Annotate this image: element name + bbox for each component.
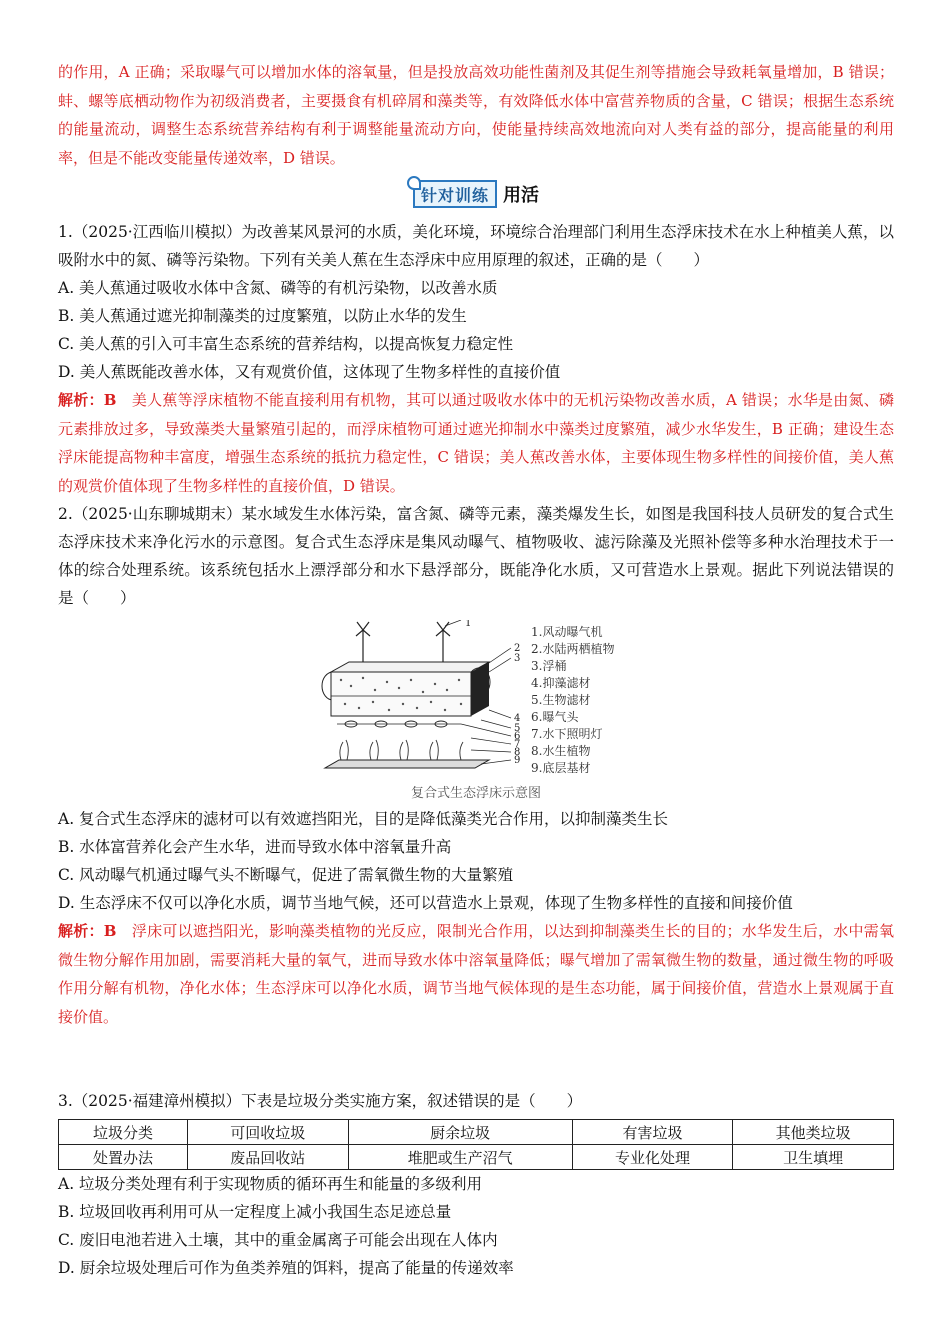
callout-6: 6 [514,731,521,742]
legend-item-8: 8.水生植物 [531,744,591,758]
q1-analysis-text: 美人蕉等浮床植物不能直接利用有机物，其可以通过吸收水体中的无机污染物改善水质，A 错误；水华是由氮、磷元素排放过多，导致藻类大量繁殖引起的，而浮床植物可通过遮光抑制水中藻类过度繁殖，减少水华发生，B 正确；建设生态浮床能提高物种丰富度，增强生态系统的抵抗力稳定性，C 错误；美人蕉改善水体，主要体现生物多样性的间接价值，美人蕉的观赏价值体现了生物多样性的直接价值，D 错误。 [58,391,894,495]
q2-option-a: A. 复合式生态浮床的滤材可以有效遮挡阳光，目的是降低藻类光合作用，以抑制藻类生长 [58,810,669,828]
table-cell: 可回收垃圾 [187,1120,348,1145]
table-cell: 专业化处理 [572,1145,733,1170]
table-header-row [59,1120,894,1145]
q1-option-b: B. 美人蕉通过遮光抑制藻类的过度繁殖，以防止水华的发生 [58,307,467,325]
page [58,58,894,1282]
q2-option-d: D. 生态浮床不仅可以净化水质，调节当地气候，还可以营造水上景观，体现了生物多样性的直接和间接价值 [58,894,793,912]
floating-bed-figure [58,620,894,780]
figure-caption: 复合式生态浮床示意图 [410,786,541,801]
banner-label: 用活 [503,185,539,206]
table-row [59,1145,894,1170]
legend-item-3: 3.浮桶 [531,659,567,673]
q2-stem: 2.（2025·山东聊城期末）某水域发生水体污染，富含氮、磷等元素，藻类爆发生长，如图是我国科技人员研发的复合式生态浮床技术来净化污水的示意图。复合式生态浮床是集风动曝气、植物吸收、滤污除藻及光照补偿等多种水治理技术于一体的综合处理系统。该系统包括水上漂浮部分和水下悬浮部分，既能净化水质，又可营造水上景观。据此下列说法错误的是（ ） [58,505,894,607]
callout-4: 4 [514,713,521,724]
table-cell: 垃圾分类 [59,1120,188,1145]
callout-8: 8 [514,747,521,758]
aquatic-plants [340,740,463,760]
callout-3: 3 [514,653,521,664]
table-cell: 处置办法 [59,1145,188,1170]
section-banner [58,174,894,214]
legend-item-2: 2.水陆两栖植物 [531,642,615,656]
q1-analysis-label: 解析：B [58,391,117,409]
q3-option-d: D. 厨余垃圾处理后可作为鱼类养殖的饵料，提高了能量的传递效率 [58,1259,514,1277]
floating-bed-diagram [311,620,641,780]
q1-option-a: A. 美人蕉通过吸收水体中含氮、磷等的有机污染物，以改善水质 [58,279,498,297]
prior-analysis-continuation: 的作用，A 正确；采取曝气可以增加水体的溶氧量，但是投放高效功能性菌剂及其促生剂等措施会导致耗氧量增加，B 错误；蚌、螺等底栖动物作为初级消费者，主要摄食有机碎屑和藻类等，有效降低水体中富营养物质的含量，C 错误；根据生态系统的能量流动，调整生态系统营养结构有利于调整能量流动方向，使能量持续高效地流向对人类有益的部分，提高能量的利用率，但是不能改变能量传递效率，D 错误。 [58,63,894,167]
q1-analysis [58,386,894,500]
table-cell: 有害垃圾 [572,1120,733,1145]
legend-item-6: 6.曝气头 [531,710,579,724]
banner-title-box: 针对训练 [413,180,497,208]
table-cell: 卫生填埋 [733,1145,894,1170]
aerator-windmill-left [356,622,370,668]
q3-option-a: A. 垃圾分类处理有利于实现物质的循环再生和能量的多级利用 [58,1175,483,1193]
figure-legend [531,624,614,775]
q3-option-b: B. 垃圾回收再利用可从一定程度上减小我国生态足迹总量 [58,1203,452,1221]
table-cell: 废品回收站 [187,1145,348,1170]
q1-stem: 1.（2025·江西临川模拟）为改善某风景河的水质，美化环境，环境综合治理部门利用生态浮床技术在水上种植美人蕉，以吸附水中的氮、磷等污染物。下列有关美人蕉在生态浮床中应用原理的叙述，正确的是（ ） [58,223,894,269]
garbage-table [58,1119,894,1170]
q1-option-c: C. 美人蕉的引入可丰富生态系统的营养结构，以提高恢复力稳定性 [58,335,514,353]
table-cell: 堆肥或生产沼气 [348,1145,572,1170]
callout-1: 1 [465,620,472,629]
callout-9: 9 [514,755,521,766]
callout-5: 5 [514,723,521,734]
callout-2: 2 [514,643,521,654]
table-cell: 其他类垃圾 [733,1120,894,1145]
legend-item-4: 4.抑藻滤材 [531,676,591,690]
legend-item-1: 1.风动曝气机 [531,625,603,639]
q2-analysis-label: 解析：B [58,922,117,940]
q2-option-b: B. 水体富营养化会产生水华，进而导致水体中溶氧量升高 [58,838,452,856]
q3-stem: 3.（2025·福建漳州模拟）下表是垃圾分类实施方案，叙述错误的是（ ） [58,1092,583,1110]
callout-7: 7 [514,739,521,750]
legend-item-5: 5.生物滤材 [531,693,591,707]
q2-option-c: C. 风动曝气机通过曝气头不断曝气，促进了需氧微生物的大量繁殖 [58,866,514,884]
q2-analysis-text: 浮床可以遮挡阳光，影响藻类植物的光反应，限制光合作用，以达到抑制藻类生长的目的；水华发生后，水中需氧微生物分解作用加剧，需要消耗大量的氧气，进而导致水体中溶氧量降低；曝气增加了需氧微生物的数量，通过微生物的呼吸作用分解有机物，净化水体；生态浮床可以净化水质，调节当地气候体现的是生态功能，属于间接价值，营造水上景观属于直接价值。 [58,922,894,1026]
table-cell: 厨余垃圾 [348,1120,572,1145]
q1-option-d: D. 美人蕉既能改善水体，又有观赏价值，这体现了生物多样性的直接价值 [58,363,561,381]
q2-analysis [58,917,894,1031]
aerator-windmill-right [436,622,450,668]
q3-option-c: C. 废旧电池若进入土壤，其中的重金属离子可能会出现在人体内 [58,1231,498,1249]
legend-item-7: 7.水下照明灯 [531,727,603,741]
legend-item-9: 9.底层基材 [531,761,591,775]
